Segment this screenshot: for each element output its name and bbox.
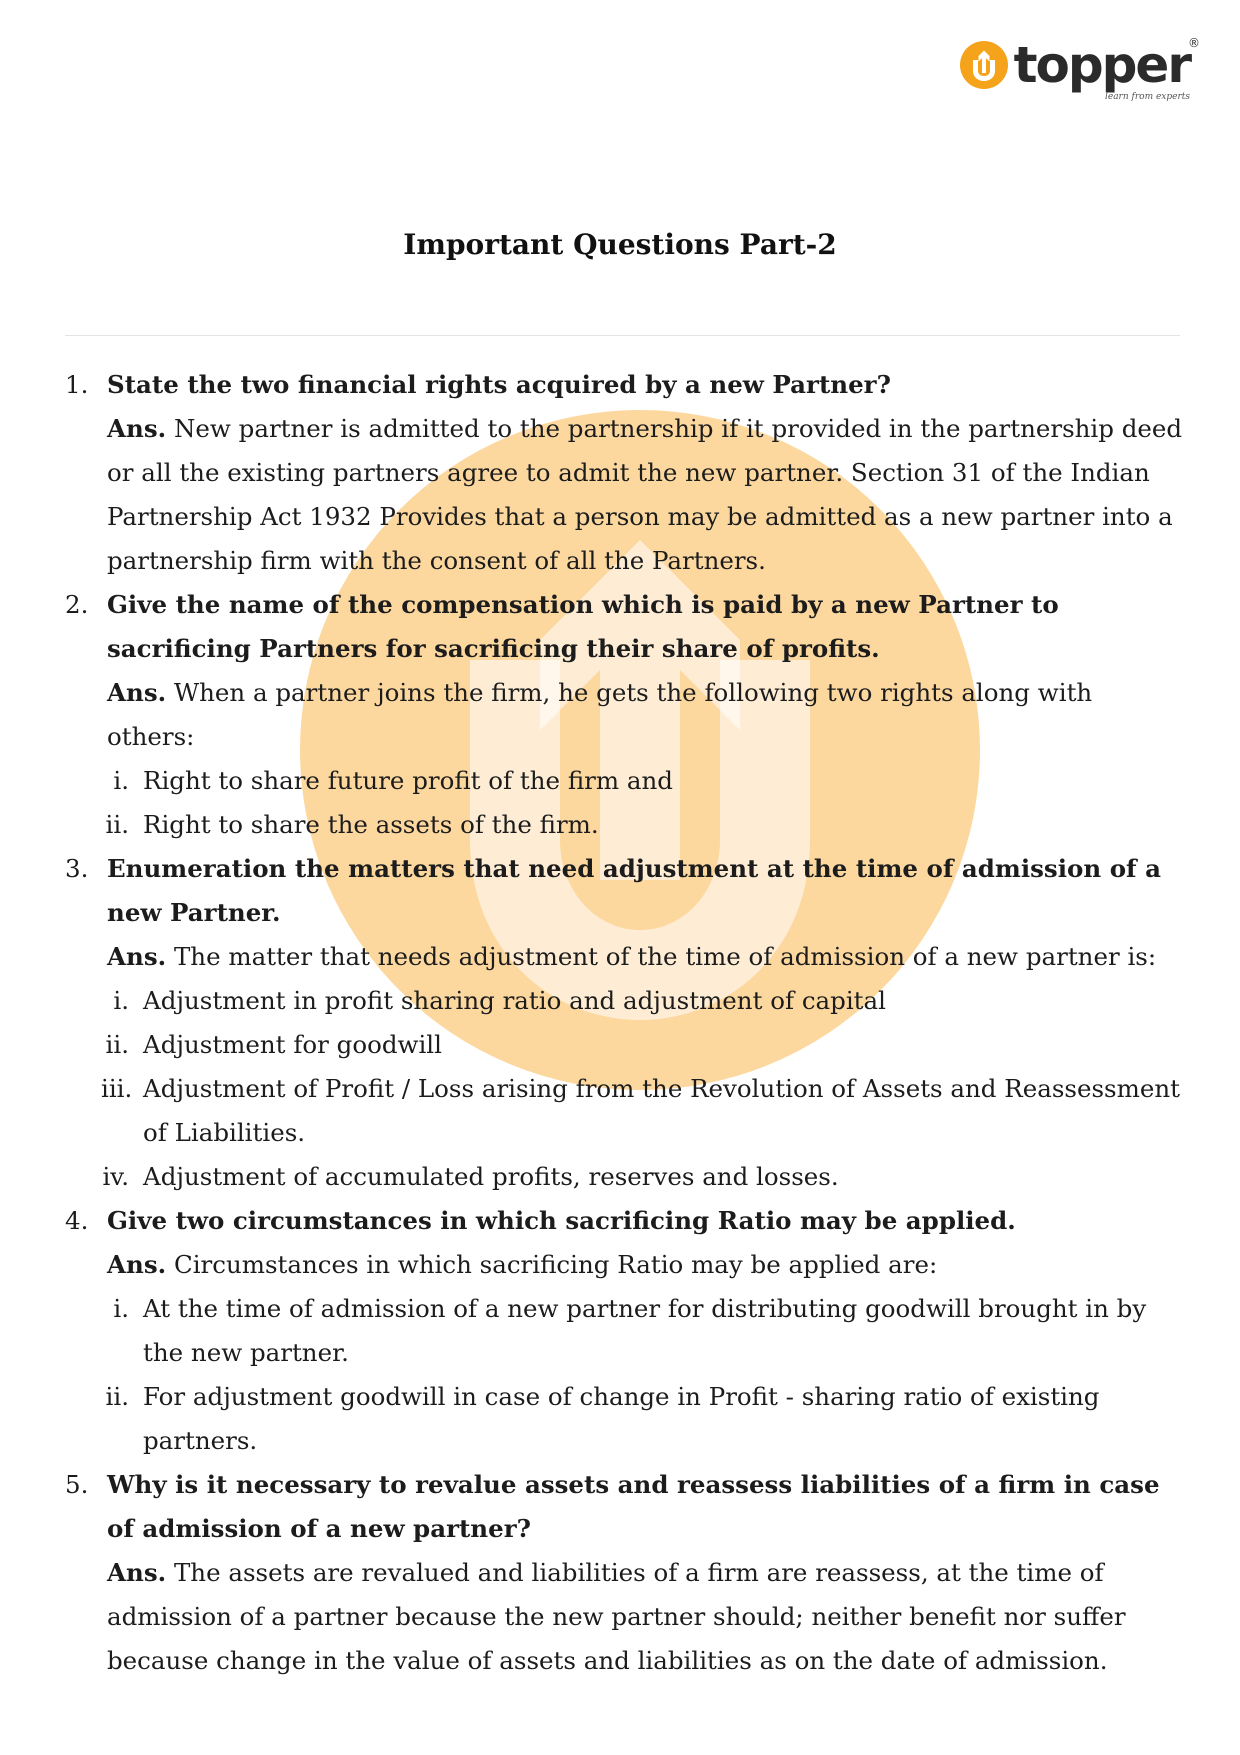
page-title: Important Questions Part-2 xyxy=(403,228,837,261)
question-number: 5. xyxy=(65,1470,89,1499)
answer-text: The assets are revalued and liabilities of a firm are reassess, at the time of admission of a partner because the new partner should; neither benefit nor suffer because change in the value of assets and liabilities as on the date of admission. xyxy=(107,1558,1126,1675)
logo-badge-icon xyxy=(960,41,1008,89)
answer-text: Circumstances in which sacrificing Ratio may be applied are: xyxy=(173,1250,938,1279)
brand-logo xyxy=(960,36,1200,102)
answer-list-item xyxy=(102,1155,1185,1199)
answer-label: Ans. xyxy=(107,678,167,707)
question-item xyxy=(65,363,1185,583)
list-item-text: Adjustment of accumulated profits, reserves and losses. xyxy=(143,1162,839,1191)
list-item-number: iii. xyxy=(101,1074,133,1103)
question-number: 4. xyxy=(65,1206,89,1235)
question-body xyxy=(107,363,1185,583)
answer-list-item xyxy=(107,1023,1185,1067)
answer-list-item xyxy=(107,803,1185,847)
answer-list-item xyxy=(107,1287,1185,1375)
answer-text: The matter that needs adjustment of the time of admission of a new partner is: xyxy=(173,942,1157,971)
question-number: 3. xyxy=(65,854,89,883)
question-item xyxy=(65,847,1185,1199)
list-item-number: ii. xyxy=(105,810,129,839)
list-item-number: ii. xyxy=(105,1382,129,1411)
list-item-number: iv. xyxy=(102,1162,129,1191)
list-item-number: i. xyxy=(113,986,129,1015)
answer-list-item xyxy=(101,1067,1185,1155)
answer-label: Ans. xyxy=(107,1250,167,1279)
answer-text: New partner is admitted to the partnership if it provided in the partnership deed or all the existing partners agree to admit the new partner. Section 31 of the Indian Partnership Act 1932 Provides that a person may be admitted as a new partner into a partnership firm with the consent of all the Partners. xyxy=(107,414,1183,575)
list-item-number: i. xyxy=(113,766,129,795)
logo-tagline: learn from experts xyxy=(1104,92,1190,102)
question-item xyxy=(65,1199,1185,1463)
question-number: 2. xyxy=(65,590,89,619)
list-item-text: At the time of admission of a new partner for distributing goodwill brought in by the new partner. xyxy=(143,1294,1147,1367)
title-divider xyxy=(65,335,1180,336)
answer xyxy=(107,671,1185,759)
answer-label: Ans. xyxy=(107,414,167,443)
question-body xyxy=(107,1199,1185,1463)
list-item-number: i. xyxy=(113,1294,129,1323)
question-body xyxy=(101,847,1185,1199)
list-item-text: Adjustment for goodwill xyxy=(143,1030,442,1059)
answer xyxy=(107,935,1185,979)
question-list xyxy=(65,363,1185,1683)
question-item xyxy=(65,583,1185,847)
answer xyxy=(107,1551,1185,1683)
list-item-text: Right to share the assets of the firm. xyxy=(143,810,599,839)
answer-label: Ans. xyxy=(107,1558,167,1587)
question-text: Why is it necessary to revalue assets and reassess liabilities of a firm in case of admission of a new partner? xyxy=(107,1470,1160,1543)
answer-list-item xyxy=(107,979,1185,1023)
logo-wordmark: topper xyxy=(1013,36,1190,94)
question-body xyxy=(107,583,1185,847)
list-item-text: For adjustment goodwill in case of change in Profit - sharing ratio of existing partners. xyxy=(143,1382,1100,1455)
question-number: 1. xyxy=(65,370,89,399)
question-text: Give the name of the compensation which is paid by a new Partner to sacrificing Partners for sacrificing their share of profits. xyxy=(107,590,1059,663)
list-item-text: Right to share future profit of the firm and xyxy=(143,766,673,795)
list-item-text: Adjustment of Profit / Loss arising from the Revolution of Assets and Reassessment of Liabilities. xyxy=(143,1074,1180,1147)
answer xyxy=(107,1243,1185,1287)
answer xyxy=(107,407,1185,583)
question-text: Enumeration the matters that need adjustment at the time of admission of a new Partner. xyxy=(107,854,1162,927)
list-item-text: Adjustment in profit sharing ratio and adjustment of capital xyxy=(143,986,886,1015)
answer-list-item xyxy=(107,1375,1185,1463)
question-body xyxy=(107,1463,1185,1683)
question-text: State the two financial rights acquired by a new Partner? xyxy=(107,370,891,399)
registered-mark: ® xyxy=(1188,36,1200,50)
answer-label: Ans. xyxy=(107,942,167,971)
question-text: Give two circumstances in which sacrificing Ratio may be applied. xyxy=(107,1206,1016,1235)
answer-text: When a partner joins the firm, he gets the following two rights along with others: xyxy=(107,678,1093,751)
question-item xyxy=(65,1463,1185,1683)
list-item-number: ii. xyxy=(105,1030,129,1059)
answer-list-item xyxy=(107,759,1185,803)
